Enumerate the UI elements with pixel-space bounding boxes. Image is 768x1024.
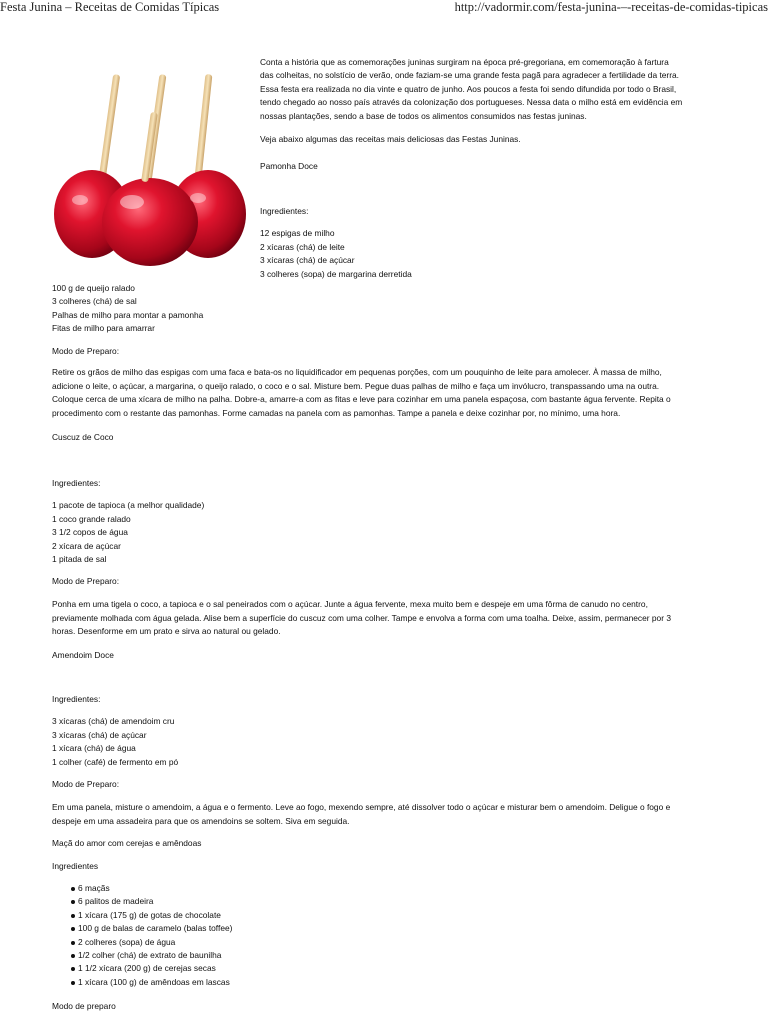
list-item: 1 xícara (100 g) de amêndoas em lascas <box>52 976 232 989</box>
list-item: 6 palitos de madeira <box>52 895 232 908</box>
ingredient-item: 3 1/2 copos de água <box>52 527 128 537</box>
recipe-title: Pamonha Doce <box>260 161 318 171</box>
method-heading: Modo de Preparo: <box>52 576 120 586</box>
ingredient-item: Palhas de milho para montar a pamonha <box>52 310 204 320</box>
intro-line: Conta a história que as comemorações juninas surgiram na época pré-gregoriana, em comemoração à fartura <box>260 57 669 67</box>
ingredient-item: 12 espigas de milho <box>260 228 335 238</box>
ingredient-item: 3 colheres (chá) de sal <box>52 296 137 306</box>
ingredient-item: 3 xícaras (chá) de açúcar <box>260 255 355 265</box>
intro-line: das colheitas, no solstício de verão, onde faziam-se uma grande festa pagã para agradecer a fertilidade da terra. <box>260 70 679 81</box>
recipe-title: Maçã do amor com cerejas e amêndoas <box>52 838 202 848</box>
ingredient-item: 100 g de queijo ralado <box>52 283 135 293</box>
method-heading: Modo de preparo <box>52 1001 116 1011</box>
ingredients-heading: Ingredientes: <box>52 478 101 488</box>
list-item: 100 g de balas de caramelo (balas toffee) <box>52 922 232 935</box>
recipe-title: Cuscuz de Coco <box>52 432 114 442</box>
method-line: procedimento com o restante das pamonhas. Forme camadas na panela com as pamonhas. Tampe a panela e deixe cozinhar por, no mínimo, uma hora. <box>52 408 621 418</box>
method-line: horas. Desenforme em um prato e sirva ao natural ou gelado. <box>52 626 281 636</box>
intro-section <box>260 56 716 123</box>
intro-line: Essa festa era realizada no dia vinte e quatro de junho. Aos poucos a festa foi sendo difundida por todo o Brasil, <box>260 83 677 94</box>
method-line: Retire os grãos de milho das espigas com uma faca e bata-os no liquidificador em pequenas porções, com um pouquinho de leite para amolecer. À massa de milho, <box>52 367 662 377</box>
method-line: despeje em uma assadeira para que os amendoins se soltem. Siva em seguida. <box>52 816 350 826</box>
document-title: Festa Junina – Receitas de Comidas Típicas <box>0 0 220 14</box>
ingredient-item: 2 xícaras (chá) de leite <box>260 242 345 252</box>
source-url[interactable]: http://vadormir.com/festa-junina-–-receitas-de-comidas-tipicas <box>454 0 768 14</box>
ingredient-item: 1 colher (café) de fermento em pó <box>52 757 179 767</box>
ingredient-item: 1 pacote de tapioca (a melhor qualidade) <box>52 500 205 510</box>
ingredients-heading: Ingredientes: <box>52 694 101 704</box>
ingredients-heading: Ingredientes: <box>260 206 309 216</box>
list-item: 1 1/2 xícara (200 g) de cerejas secas <box>52 962 232 975</box>
method-line: Ponha em uma tigela o coco, a tapioca e o sal peneirados com o açúcar. Junte a água fervente, mexa muito bem e despeje em uma fôrma de canudo no centro, <box>52 599 648 609</box>
list-item: 6 maçãs <box>52 882 232 895</box>
ingredient-item: Fitas de milho para amarrar <box>52 323 155 333</box>
list-item: 2 colheres (sopa) de água <box>52 936 232 949</box>
method-line: previamente molhada com água gelada. Alise bem a superfície do cuscuz com uma colher. Tampe e envolva a forma com uma toalha. Deixe, assim, permanecer por 3 <box>52 613 671 623</box>
ingredients-heading: Ingredientes <box>52 861 99 871</box>
ingredient-item: 1 coco grande ralado <box>52 514 131 524</box>
ingredient-item: 2 xícara de açúcar <box>52 541 121 551</box>
ingredient-item: 3 xícaras (chá) de açúcar <box>52 730 147 740</box>
intro-line: tendo chegado ao nosso país através da colonização dos portugueses. Nessa data o milho está em evidência em <box>260 97 683 108</box>
method-line: Em uma panela, misture o amendoim, a água e o fermento. Leve ao fogo, mexendo sempre, até dissolver todo o açúcar e misturar bem o amendoim. Deligue o fogo e <box>52 802 671 812</box>
ingredient-item: 1 pitada de sal <box>52 554 107 564</box>
page-header <box>0 0 768 18</box>
recipe-title: Amendoim Doce <box>52 650 114 660</box>
list-item: 1/2 colher (chá) de extrato de baunilha <box>52 949 232 962</box>
ingredient-item: 1 xícara (chá) de água <box>52 743 136 753</box>
ingredient-item: 3 xícaras (chá) de amendoim cru <box>52 716 175 726</box>
ingredient-item: 3 colheres (sopa) de margarina derretida <box>260 269 412 279</box>
method-line: adicione o leite, o açúcar, a margarina, o queijo ralado, o coco e o sal. Misture bem. Pegue duas palhas de milho e faça um invólucro, transpassando uma na outra. <box>52 381 660 391</box>
method-heading: Modo de Preparo: <box>52 346 120 356</box>
candy-apples-illustration <box>52 72 248 268</box>
intro-line: nossas plantações, sendo a base de todos os alimentos consumidos nas festas juninas. <box>260 110 587 121</box>
intro-paragraph <box>260 56 716 123</box>
ingredient-list <box>52 882 232 989</box>
list-item: 1 xícara (175 g) de gotas de chocolate <box>52 909 232 922</box>
method-heading: Modo de Preparo: <box>52 779 120 789</box>
method-line: Coloque cerca de uma xícara de milho na palha. Dobre-a, amarre-a com as fitas e leve para cozinhar em uma panela espaçosa, com bastante água fervente. Repita o <box>52 394 671 404</box>
intro-closing: Veja abaixo algumas das receitas mais deliciosas das Festas Juninas. <box>260 134 521 144</box>
